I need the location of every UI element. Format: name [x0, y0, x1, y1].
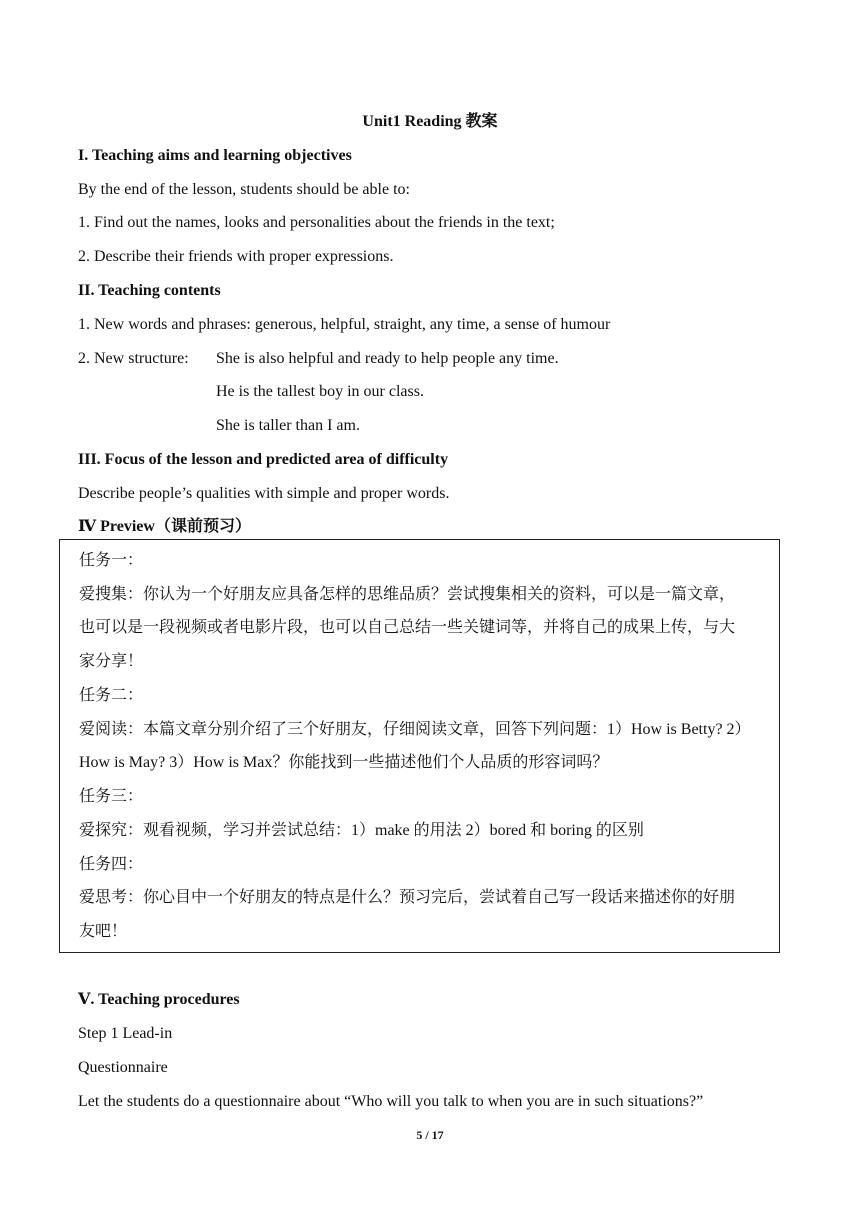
new-words-line: 1. New words and phrases: generous, helpful, straight, any time, a sense of humour	[78, 316, 611, 333]
section-1-heading: I. Teaching aims and learning objectives	[78, 147, 352, 164]
task-line: 友吧！	[79, 923, 128, 940]
objective-item: 1. Find out the names, looks and personalities about the friends in the text;	[78, 214, 555, 231]
step-text: Let the students do a questionnaire about “Who will you talk to when you are in such situations?”	[78, 1093, 704, 1110]
task-line: How is May? 3）How is Max？你能找到一些描述他们个人品质的形容词吗？	[79, 754, 609, 771]
task-line: 任务四：	[79, 856, 144, 873]
step-title: Step 1 Lead-in	[78, 1025, 173, 1042]
task-line: 也可以是一段视频或者电影片段，也可以自己总结一些关键词等，并将自己的成果上传，与大	[79, 619, 736, 636]
task-line: 爱探究：观看视频，学习并尝试总结：1）make 的用法 2）bored 和 boring 的区别	[79, 822, 644, 839]
objective-item: 2. Describe their friends with proper expressions.	[78, 248, 394, 265]
section-5-heading: Ⅴ. Teaching procedures	[78, 991, 240, 1008]
section-2-heading: II. Teaching contents	[78, 282, 221, 299]
page-title: Unit1 Reading 教案	[362, 113, 498, 130]
task-line: 爱阅读：本篇文章分别介绍了三个好朋友，仔细阅读文章，回答下列问题：1）How is Betty? 2）	[79, 721, 751, 738]
step-sub: Questionnaire	[78, 1059, 168, 1076]
task-line: 爱思考：你心目中一个好朋友的特点是什么？预习完后，尝试着自己写一段话来描述你的好朋	[79, 889, 736, 906]
structure-sentence: He is the tallest boy in our class.	[216, 383, 424, 400]
task-line: 任务三：	[79, 788, 144, 805]
section-1-intro: By the end of the lesson, students should be able to:	[78, 181, 410, 198]
preview-task-box	[59, 539, 780, 953]
task-line: 家分享！	[79, 653, 144, 670]
structure-sentence: She is also helpful and ready to help people any time.	[216, 350, 559, 367]
section-3-text: Describe people’s qualities with simple and proper words.	[78, 485, 450, 502]
structure-sentence: She is taller than I am.	[216, 417, 360, 434]
section-4-heading: Ⅳ Preview（课前预习）	[78, 518, 251, 535]
page-number: 5 / 17	[416, 1128, 444, 1142]
task-line: 任务一：	[79, 552, 144, 569]
task-line: 任务二：	[79, 687, 144, 704]
section-3-heading: III. Focus of the lesson and predicted area of difficulty	[78, 451, 449, 468]
task-line: 爱搜集：你认为一个好朋友应具备怎样的思维品质？尝试搜集相关的资料，可以是一篇文章，	[79, 586, 736, 603]
structure-label: 2. New structure:	[78, 350, 189, 367]
